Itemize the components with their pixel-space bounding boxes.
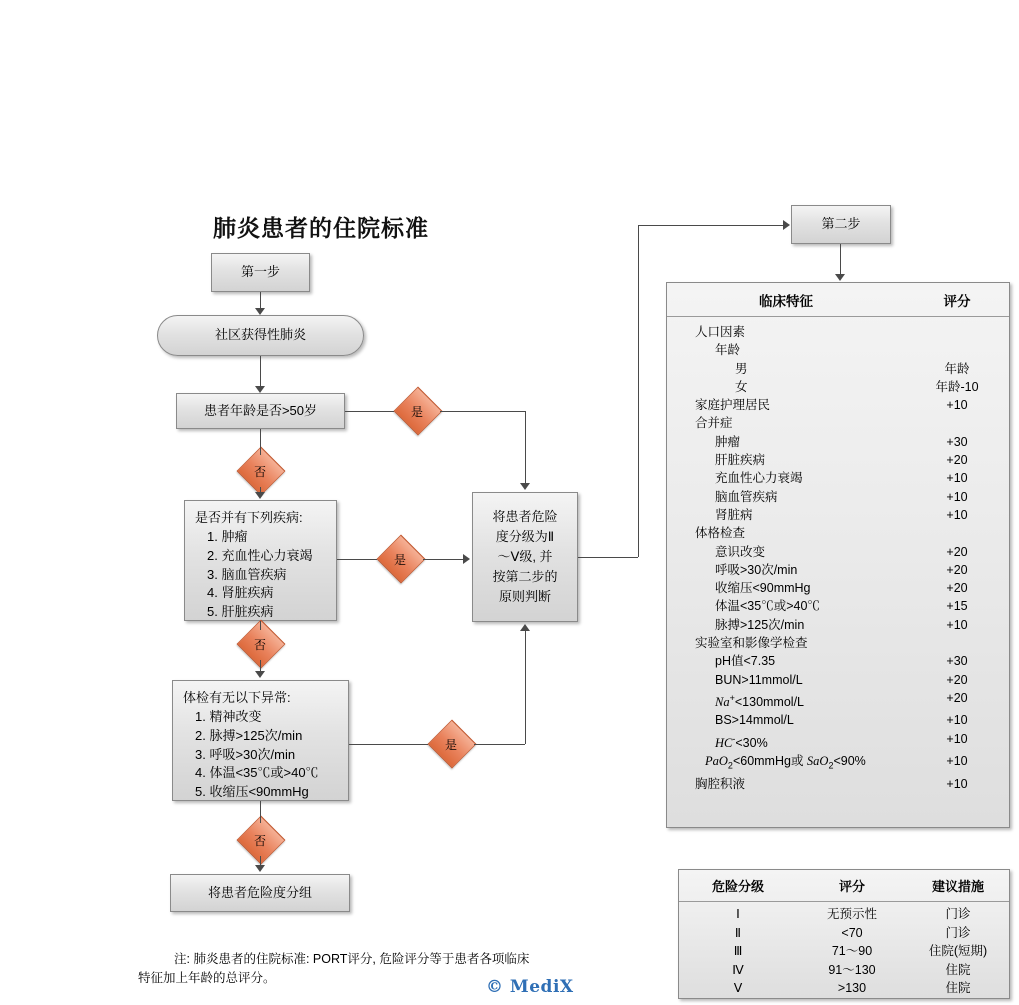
- connector-age-no: [260, 429, 261, 455]
- risk-header-grade: 危险分级: [711, 879, 764, 894]
- score-row-value: +10: [946, 754, 968, 769]
- score-row-value: +10: [946, 776, 968, 791]
- risk-row-score: >130: [837, 981, 867, 995]
- score-row: [667, 524, 1009, 542]
- comorbidity-item-3: 3. 脑血管疾病: [207, 566, 287, 582]
- score-row-value: +10: [946, 617, 968, 632]
- flow-node-risk-group[interactable]: [170, 874, 350, 912]
- score-row-value: +30: [946, 654, 968, 669]
- score-row-label: BS>14mmol/L: [715, 713, 794, 728]
- footnote-line-2: 特征加上年龄的总评分。: [138, 971, 276, 986]
- score-row: [667, 730, 1009, 752]
- score-row-label: 脑血管疾病: [715, 489, 778, 504]
- clinical-score-panel[interactable]: [666, 282, 1010, 828]
- risk-row-advice: 住院(短期): [928, 944, 988, 958]
- assign-line-1: 将患者危险: [492, 508, 558, 524]
- score-header-feature: 临床特征: [759, 293, 813, 309]
- score-row: [667, 378, 1009, 396]
- risk-table-row: [679, 961, 1009, 980]
- flow-node-step2[interactable]: [791, 205, 891, 244]
- score-row-label: 合并症: [695, 416, 733, 431]
- score-row: [667, 711, 1009, 729]
- risk-row-advice: 门诊: [945, 925, 971, 940]
- connector-disease-no-1: [260, 621, 261, 630]
- score-row: [667, 752, 1009, 775]
- exam-item-1: 1. 精神改变: [195, 708, 262, 724]
- comorbidity-item-1: 1. 肿瘤: [207, 528, 248, 544]
- score-row-label: 男: [735, 361, 748, 376]
- score-row-value: +20: [946, 453, 968, 468]
- footnote-line-1: 注: 肺炎患者的住院标准: PORT评分, 危险评分等于患者各项临床: [174, 952, 530, 966]
- flow-node-step1[interactable]: [211, 253, 310, 292]
- risk-row-grade: Ⅲ: [733, 944, 743, 958]
- score-panel-rows: [667, 317, 1009, 793]
- score-row: [667, 396, 1009, 414]
- score-row-label: 年龄: [715, 343, 741, 358]
- score-row-label: 体温<35℃或>40℃: [715, 599, 820, 614]
- risk-table-rows: [679, 902, 1009, 998]
- exam-item-3: 3. 呼吸>30次/min: [195, 746, 296, 762]
- risk-row-score: 91～130: [828, 962, 876, 977]
- decision-no-comorbidity-label: 否: [253, 637, 266, 652]
- decision-no-comorbidity[interactable]: [237, 628, 283, 660]
- flow-node-assign-risk-class[interactable]: [472, 492, 578, 622]
- risk-row-grade: Ⅳ: [732, 962, 744, 977]
- risk-table-row: [679, 924, 1009, 943]
- score-row: [667, 433, 1009, 451]
- score-row-value: +20: [946, 581, 968, 596]
- score-row-label: 充血性心力衰竭: [715, 471, 803, 486]
- assign-line-4: 按第二步的: [492, 569, 558, 585]
- risk-row-score: 无预示性: [826, 907, 877, 921]
- decision-yes-age[interactable]: [394, 395, 440, 427]
- exam-item-5: 5. 收缩压<90mmHg: [195, 784, 309, 800]
- comorbidity-item-4: 4. 肾脏疾病: [207, 585, 274, 601]
- score-row-label: 肿瘤: [715, 434, 741, 449]
- comorbidity-item-2: 2. 充血性心力衰竭: [207, 547, 313, 563]
- score-row-label: 家庭护理居民: [695, 398, 771, 413]
- connector-exam-yes-1: [349, 744, 428, 745]
- score-row-label: 人口因素: [695, 325, 746, 339]
- connector-arrow: [520, 624, 530, 631]
- risk-row-advice: 住院: [945, 962, 971, 977]
- risk-table-row: [679, 942, 1009, 961]
- score-row: [667, 488, 1009, 506]
- connector-arrow: [255, 386, 265, 393]
- score-row-value: +20: [946, 544, 968, 559]
- score-row-label: 肾脏病: [715, 507, 753, 522]
- decision-yes-comorbidity-label: 是: [393, 552, 406, 567]
- connector-age-yes-2: [440, 411, 525, 412]
- connector-arrow: [783, 220, 790, 230]
- connector-exam-no-1: [260, 801, 261, 823]
- connector-exam-yes-2: [474, 744, 525, 745]
- connector-arrow: [520, 483, 530, 490]
- risk-row-grade: Ⅴ: [733, 981, 743, 995]
- flow-node-risk-group-label: 将患者危险度分组: [207, 884, 312, 900]
- score-row: [667, 341, 1009, 359]
- connector-step2-panel: [840, 244, 841, 274]
- flow-node-step2-label: 第二步: [821, 216, 861, 232]
- score-row-label: 体格检查: [695, 526, 746, 541]
- score-row-value: +10: [946, 713, 968, 728]
- score-row-label: 呼吸>30次/min: [715, 562, 798, 577]
- risk-table-row: [679, 979, 1009, 998]
- score-row-value: +15: [946, 599, 968, 614]
- score-row-label: 脉搏>125次/min: [715, 617, 805, 632]
- flow-node-age-question[interactable]: [176, 393, 345, 429]
- connector-step1-cap: [260, 292, 261, 309]
- score-row: [667, 561, 1009, 579]
- risk-table-row: [679, 905, 1009, 924]
- score-row: [667, 671, 1009, 689]
- connector-arrow: [255, 671, 265, 678]
- exam-item-2: 2. 脉搏>125次/min: [195, 727, 303, 743]
- decision-yes-age-label: 是: [410, 404, 423, 419]
- risk-table-header: [679, 870, 1009, 902]
- connector-exam-yes-3: [525, 631, 526, 744]
- comorbidity-item-5: 5. 肝脏疾病: [207, 604, 274, 620]
- risk-header-score: 评分: [838, 879, 865, 894]
- assign-line-3: ～Ⅴ级, 并: [497, 548, 553, 564]
- comorbidity-head: 是否并有下列疾病:: [195, 510, 303, 525]
- assign-line-2: 度分级为Ⅱ: [495, 528, 555, 544]
- flow-node-cap-label: 社区获得性肺炎: [214, 327, 306, 343]
- risk-row-score: <70: [841, 925, 863, 940]
- score-row-value: [905, 524, 1009, 542]
- score-row: [667, 360, 1009, 378]
- decision-yes-exam-label: 是: [444, 737, 457, 752]
- score-row: [667, 634, 1009, 652]
- connector-arrow: [463, 554, 470, 564]
- flow-node-age-label: 患者年龄是否>50岁: [203, 402, 318, 418]
- score-row-label: 胸腔积液: [695, 776, 746, 791]
- score-row-label: Na+<130mmol/L: [715, 692, 804, 710]
- score-row-label: HC-<30%: [715, 733, 768, 750]
- risk-class-table[interactable]: [678, 869, 1010, 999]
- decision-no-exam-label: 否: [253, 833, 266, 848]
- score-row: [667, 597, 1009, 615]
- connector-assign-panel-2: [638, 225, 639, 557]
- connector-assign-panel-3: [638, 225, 783, 226]
- risk-row-score: 71～90: [831, 944, 873, 958]
- score-row-label: 收缩压<90mmHg: [715, 581, 811, 596]
- score-row-label: 女: [735, 379, 748, 394]
- flow-node-community-acquired-pneumonia[interactable]: [157, 315, 364, 356]
- risk-row-advice: 门诊: [945, 907, 971, 921]
- flow-node-comorbidity-question[interactable]: [184, 500, 337, 621]
- page-title: 肺炎患者的住院标准: [213, 215, 429, 241]
- decision-no-exam[interactable]: [237, 824, 283, 856]
- score-row-value: +10: [946, 489, 968, 504]
- score-row-value: [905, 414, 1009, 432]
- score-row: [667, 689, 1009, 711]
- score-row: [667, 775, 1009, 793]
- score-row-value: +10: [946, 507, 968, 522]
- score-row: [667, 543, 1009, 561]
- connector-disease-yes-1: [337, 559, 377, 560]
- connector-arrow: [255, 308, 265, 315]
- score-row-value: +20: [946, 562, 968, 577]
- score-row-label: 肝脏疾病: [715, 453, 766, 468]
- score-row: [667, 414, 1009, 432]
- flow-node-step1-label: 第一步: [240, 264, 280, 280]
- connector-arrow: [255, 865, 265, 872]
- connector-disease-yes-2: [423, 559, 463, 560]
- connector-arrow: [835, 274, 845, 281]
- score-row-label: BUN>11mmol/L: [715, 672, 803, 687]
- score-row: [667, 579, 1009, 597]
- risk-row-grade: Ⅰ: [736, 907, 740, 921]
- score-row: [667, 652, 1009, 670]
- score-row: [667, 506, 1009, 524]
- score-row-value: +10: [946, 398, 968, 413]
- score-row-value: [905, 634, 1009, 652]
- score-row-value: +20: [946, 672, 968, 687]
- risk-row-grade: Ⅱ: [734, 925, 742, 940]
- score-row: [667, 451, 1009, 469]
- decision-no-age[interactable]: [237, 455, 283, 487]
- risk-header-advice: 建议措施: [931, 879, 984, 894]
- score-row-value: +10: [946, 471, 968, 486]
- exam-head: 体检有无以下异常:: [183, 690, 291, 705]
- score-header-score: 评分: [943, 293, 971, 309]
- decision-yes-comorbidity[interactable]: [377, 543, 423, 575]
- exam-item-4: 4. 体温<35℃或>40℃: [195, 765, 319, 781]
- score-row-value: [905, 323, 1009, 341]
- score-row-value: 年龄-10: [935, 379, 979, 394]
- watermark: © MediX: [486, 977, 574, 997]
- connector-arrow: [255, 492, 265, 499]
- score-row-value: +30: [946, 434, 968, 449]
- decision-no-age-label: 否: [253, 464, 266, 479]
- score-row-value: +10: [946, 731, 968, 746]
- risk-row-advice: 住院: [945, 981, 971, 995]
- score-row-label: 意识改变: [715, 544, 766, 559]
- connector-age-yes-3: [525, 411, 526, 483]
- connector-assign-panel-1: [578, 557, 638, 558]
- score-row-label: 实验室和影像学检查: [695, 636, 808, 651]
- score-panel-header: [667, 283, 1009, 317]
- assign-line-5: 原则判断: [498, 589, 551, 605]
- score-row: [667, 323, 1009, 341]
- connector-age-yes-1: [345, 411, 394, 412]
- decision-yes-exam[interactable]: [428, 728, 474, 760]
- score-row: [667, 469, 1009, 487]
- score-row-value: +20: [946, 690, 968, 705]
- score-row-label: pH值<7.35: [715, 654, 776, 669]
- score-row: [667, 616, 1009, 634]
- score-row-label: PaO$_2$<60mmHg或 SaO$_2$<90%: [705, 754, 866, 771]
- score-row-value: [905, 341, 1009, 359]
- connector-cap-age: [260, 356, 261, 386]
- flow-node-physical-exam-question[interactable]: [172, 680, 349, 801]
- score-row-value: 年龄: [944, 361, 970, 376]
